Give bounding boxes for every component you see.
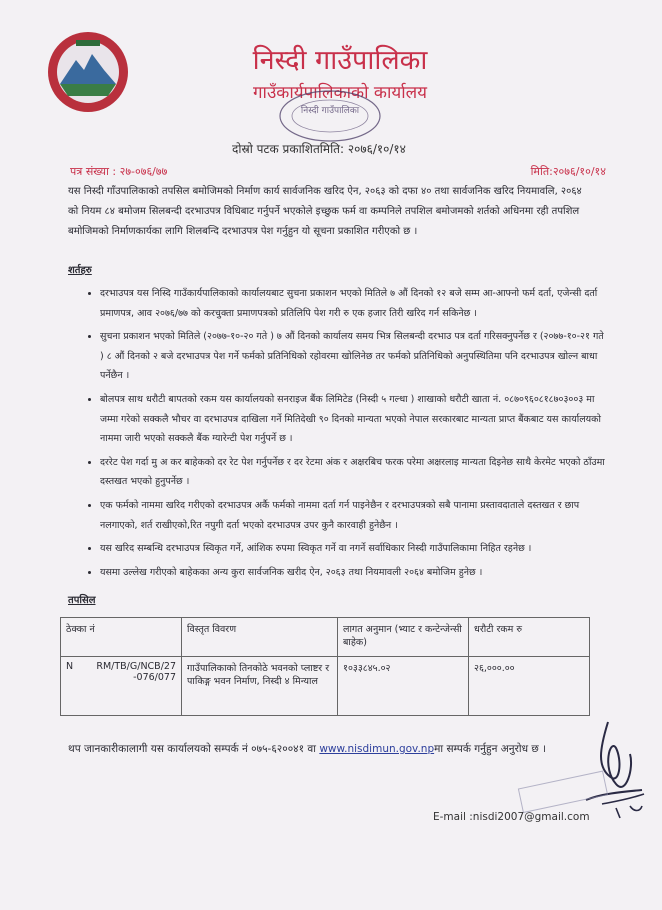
schedule-heading: तपसिल [68, 595, 96, 606]
conditions-list [86, 284, 610, 586]
col-header-deposit: धरौटी रकम रु [469, 618, 590, 657]
email-address: E-mail :nisdi2007@gmail.com [433, 811, 590, 823]
schedule-table [60, 617, 590, 716]
contact-suffix: मा सम्पर्क गर्नुहुन अनुरोध छ । [434, 743, 547, 755]
serial-letter: N [66, 661, 74, 672]
org-name: निस्दी गाउँपालिका [252, 45, 428, 76]
reference-number: पत्र संख्या : २७-०७६/७७ [70, 165, 168, 178]
intro-paragraph: यस निस्दी गाँउपालिकाको तपसिल बमोजिमको निर्माण कार्य सार्वजनिक खरिद ऐन, २०६३ को दफा ४० तथा सार्वजनिक खरिद नियमावलि, २०६४ को नियम ८४ बमोजम सिलबन्दी दरभाउपत्र विधिबाट गर्नुपर्ने भएकोले इच्छुक फर्म वा कम्पनिले तपशिल बमोजमको शर्तको अधिनमा रही तपशिल बमोजिमको निर्माणकार्यका लागि शिलबन्दि दरभाउपत्र पेश गर्नुहुन यो सूचना प्रकाशित गरीएको छ । [68, 186, 582, 237]
publish-line: दोस्रो पटक प्रकाशितमिति: २०७६/१०/१४ [232, 142, 406, 156]
condition-item: • दरभाउपत्र यस निस्दि गाउँकार्यपालिकाको कार्यालयबाट सुचना प्रकाशन भएको मितिले ७ औं दिनको १२ बजे सम्म आ-आफ्नो फर्म दर्ता, एजेन्सी दर्ता प्रमाणपत्र, आव २०७६/७७ को करचुक्ता प्रमाणपत्रको प्रतिलिपि पेश गरी रु एक हजार तिरी खरिद गर्न सकिनेछ । [100, 284, 610, 323]
condition-item: • बोलपत्र साथ धरौटी बापतको रकम यस कार्यालयको सनराइज बैंक लिमिटेड (निस्दी ५ गल्धा ) शाखाको धरौटी खाता नं. ०८७०९६०८१८७०३००३ मा जम्मा गरेको सक्कलै भौचर वा दरभाउपत्र दाखिला गर्ने मितिदेखी ९० दिनको मान्यता भएको नेपाल सरकारबाट मान्यता प्राप्त बैंकबाट यस कार्यालयको नाममा जारी भएको सक्कलै बैंक ग्यारेन्टी पेश गर्नुपर्ने छ । [100, 390, 610, 449]
website-link[interactable]: www.nisdimun.gov.np [319, 743, 435, 755]
office-stamp [274, 86, 386, 146]
condition-item: • एक फर्मको नाममा खरिद गरीएको दरभाउपत्र अर्कै फर्मको नाममा दर्ता गर्न पाइनेछैन र दरभाउपत्रको सबै पानामा प्रस्तावदाताले दस्तखत र छाप नलगाएको, शर्त राखीएको,रित नपुगी दर्ता भएको दरभाउपत्र उपर कुनै कारवाही हुनेछैन । [100, 496, 610, 535]
office-name: गाउँकार्यपालिकाको कार्यालय [252, 83, 428, 103]
signature [516, 708, 656, 824]
contract-cell [61, 657, 182, 716]
condition-item: • सुचना प्रकाशन भएको मितिले (२०७७-१०-२० गते ) ७ औं दिनको कार्यालय समय भित्र सिलबन्दी दरभाउ पत्र दर्ता गरिसक्नुपर्नेछ र (२०७७-१०-२१ गते ) ८ औं दिनको २ बजे दरभाउपत्र पेश गर्ने फर्मको प्रतिनिधिको रहोवरमा खोलिनेछ तर फर्मको प्रतिनिधिको अनुपस्थितिमा पनि दरभाउपत्र खोल्न बाधा पर्नेछैन । [100, 327, 610, 386]
table-header-row [61, 618, 590, 657]
description-cell: गाउँपालिकाको तिनकोठे भवनको प्लाष्टर र पाकिङ्ग भवन निर्माण, निस्दी ४ मिन्याल [182, 657, 338, 716]
col-header-description: विस्तृत विवरण [182, 618, 338, 657]
col-header-estimate: लागत अनुमान (भ्याट र कन्टेन्जेन्सी बाहेक) [338, 618, 469, 657]
stamp-text: निस्दी गाउँपालिका [300, 106, 360, 116]
deposit-cell: २६,०००.०० [469, 657, 590, 716]
condition-item: • दररेट पेश गर्दा मु अ कर बाहेकको दर रेट पेश गर्नुपर्नेछ र दर रेटमा अंक र अक्षरबिच फरक परेमा अक्षरलाइ मान्यता दिइनेछ साथै केरमेट भएको ठाँउमा दस्तखत भएको हुनुपर्नेछ । [100, 453, 610, 492]
conditions-heading: शर्तहरु [68, 265, 92, 276]
estimate-cell: १०३३८४५.०२ [338, 657, 469, 716]
contract-number: RM/TB/G/NCB/27-076/077 [96, 661, 176, 683]
condition-item: • यसमा उल्लेख गरीएको बाहेकका अन्य कुरा सार्वजनिक खरीद ऐन, २०६३ तथा नियमावली २०६४ बमोजिम हुनेछ । [100, 563, 610, 583]
table-row [61, 657, 590, 716]
col-header-contract: ठेक्का नं [61, 618, 182, 657]
contact-paragraph [68, 738, 588, 760]
contact-prefix: थप जानकारीकालागी यस कार्यालयको सम्पर्क नं ०७५-६२००४१ वा [68, 743, 320, 755]
notice-date: मिति:२०७६/१०/१४ [530, 165, 606, 178]
condition-item: • यस खरिद सम्बन्धि दरभाउपत्र स्विकृत गर्ने, आंशिक रुपमा स्विकृत गर्ने वा नगर्ने सर्वाधिकार निस्दी गाउँपालिकामा निहित रहनेछ । [100, 539, 610, 559]
